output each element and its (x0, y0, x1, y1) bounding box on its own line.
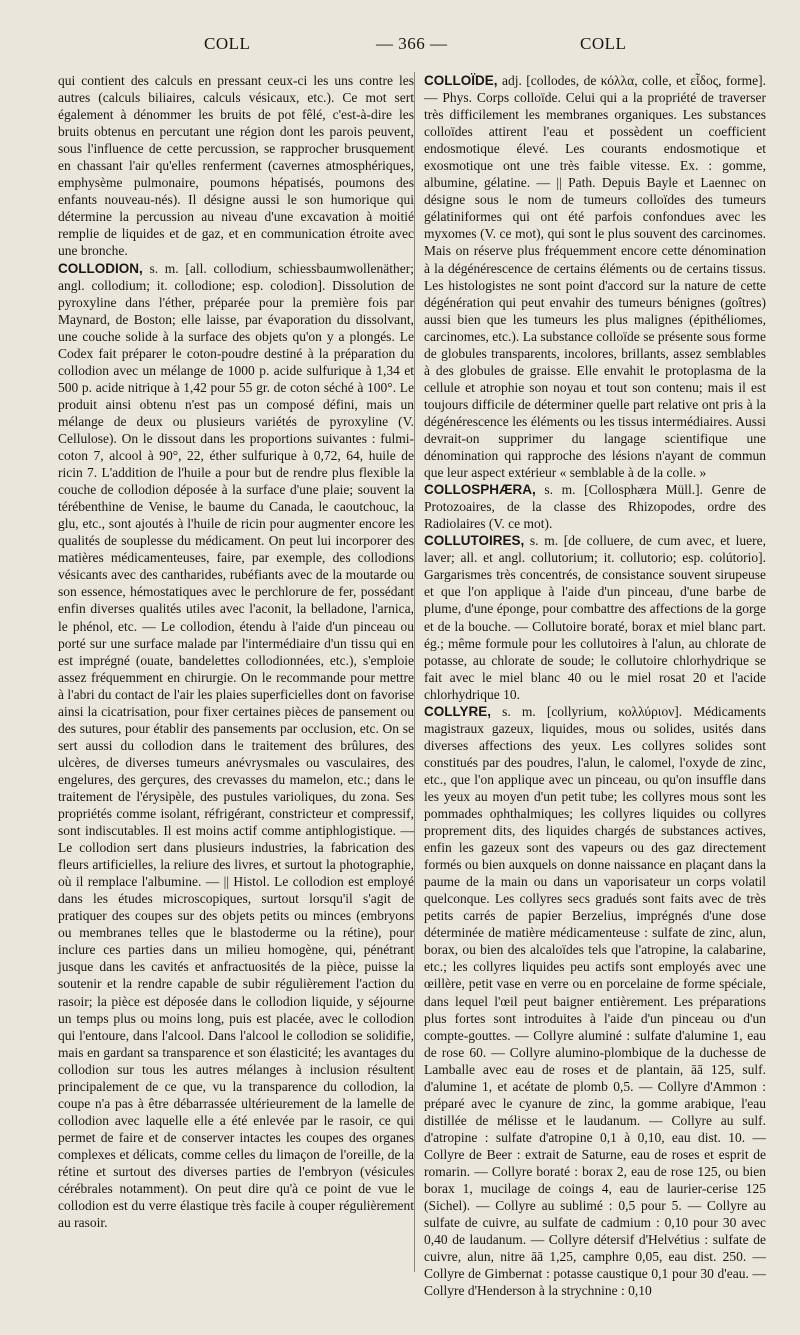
entry-text: s. m. [all. collodium, schiessbaumwollenäther; angl. collodium; it. collodione; esp. colodion]. Dissolution de pyroxyline dans l'éther, préparée pour la première fois par Maynard, de Boston; elle laisse, par évaporation du dissolvant, une couche solide à la surface des objets qu'on y a plongés. Le Codex fait préparer le coton-poudre destiné à la préparation du collodion avec un mélange de 1000 p. acide sulfurique à 1,34 et 500 p. acide nitrique à 1,42 pour 55 gr. de coton séché à 100°. Le produit ainsi obtenu n'est pas un composé défini, mais un mélange de deux ou plusieurs variétés de pyroxyline (V. Cellulose). On le dissout dans les proportions suivantes : fulmi-coton 7, alcool à 90°, 22, éther sulfurique à 0,72, 64, huile de ricin 7. L'addition de l'huile a pour but de rendre plus flexible la couche de collodion déposée à la surface d'une plaie; souvent la térébenthine de Venise, le baume du Canada, le caoutchouc, la glu, etc., sont ajoutés à l'huile de ricin pour augmenter encore les qualités de souplesse du médicament. On peut lui incorporer des matières médicamenteuses, faire, par exemple, des collodions vésicants avec des cantharides, rubéfiants avec de la moutarde ou son essence, hémostatiques avec le perchlorure de fer, possédant enfin diverses qualités utiles avec l'aconit, la belladone, l'arnica, le phénol, etc. — Le collodion, étendu à l'aide d'un pinceau ou porté sur une surface malade par l'intermédiaire d'un tissu qui en est imprégné (ouate, bandelettes collodionnées, etc.), s'emploie assez fréquemment en chirurgie. On le recommande pour mettre à l'abri du contact de l'air les plaies superficielles dont on favorise ainsi la cicatrisation, pour fixer certaines pièces de pansement ou des sutures, pour établir des pansements par occlusion, etc. On se sert aussi du collodion dans le traitement des brûlures, des ulcères, de diverses tumeurs anévrysmales ou vasculaires, des engelures, des gerçures, des crevasses du mamelon, etc.; dans le traitement de l'érysipèle, des pustules varioliques, du zona. Ses propriétés comme isolant, réfrigérant, constricteur et compressif, sont indiscutables. Il est moins actif comme antiphlogistique. — Le collodion sert dans plusieurs industries, la fabrication des fleurs artificielles, la reliure des livres, et surtout la photographie, où il remplace l'albumine. — || Histol. Le collodion est employé dans les études microscopiques, surtout lorsqu'il s'agit de pratiquer des coupes sur des objets petits ou minces (embryons ou membranes telles que le blastoderme ou la rétine), pour inclure ces parties dans un milieu homogène, qui, pénétrant jusque dans les cavités et anfractuosités de la pièce, puisse la soutenir et la rendre capable de subir régulièrement l'action du rasoir; la pièce est déposée dans le collodion liquide, y séjourne un temps plus ou moins long, puis est placée, avec le collodion qui l'entoure, dans l'alcool. Dans l'alcool le collodion se solidifie, mais en gardant sa transparence et son élasticité; les avantages du collodion sur tous les autres mélanges à inclusion résultent principalement de ce que, vu la transparence du collodion, la coupe n'a pas à être débarrassée ultérieurement de la lamelle de collodion avec laquelle elle a été enlevée par le rasoir, ce qui permet de faire et de conserver intactes les coupes des organes complexes et délicats, comme celles du limaçon de l'oreille, de la rétine et surtout des diverses parties de l'embryon (vésicules cérébrales notamment). On peut dire qu'à ce point de vue le collodion est du verre élastique très facile à couper régulièrement au rasoir. (58, 260, 414, 1231)
entry-text: adj. [collodes, de κόλλα, colle, et εἶδος, forme]. — Phys. Corps colloïde. Celui qui a la propriété de traverser très difficilement les membranes organiques. Les substances colloïdes attirent l'eau et possèdent un coefficient endosmotique élevé. Les courants endosmotique et exosmotique ont une très faible vitesse. Ex. : gomme, albumine, gélatine. — || Path. Depuis Bayle et Laennec on désigne sous le nom de tumeurs colloïdes des tumeurs gélatiniformes qui ont été parfois confondues avec les myxomes (V. ce mot), qui sont le plus souvent des carcinomes. Mais on réserve plus fréquemment encore cette dénomination à la dégénérescence de certains éléments ou de certains tissus. Les histologistes ne sont point d'accord sur la nature de cette dégénération qui peut envahir des tumeurs bénignes (goîtres) aussi bien que les tumeurs les plus malignes (épithéliomes, carcinomes, etc.). La substance colloïde se présente sous forme de globules transparents, incolores, brillants, assez semblables à des globules de graisse. Elle envahit le protoplasma de la cellule et atrophie son noyau et tout son contenu; mais il est toujours difficile de déterminer quelle part relative ont pris à la dégénérescence les éléments ou les tissus intermédiaires. Aussi devrait-on supprimer du langage scientifique une dénomination qui rapproche des lésions n'ayant de commun que leur aspect extérieur « semblable à de la colle. » (424, 73, 766, 481)
headword: COLLOÏDE, (424, 73, 498, 88)
continued-entry (58, 72, 414, 260)
entry-text: s. m. [de colluere, de cum avec, et luere, laver; all. et angl. collutorium; it. collutorio; esp. colútorio]. Gargarismes très concentrés, de consistance souvent sirupeuse et que l'on applique à l'aide d'un pinceau, d'une barbe de plume, d'une éponge, pour combattre des affections de la gorge et de la bouche. — Collutoire boraté, borax et miel blanc part. ég.; même formule pour les collutoires à l'alun, au chlorate de potasse, au chlorate de soude; le collutoire chlorhydrique se fait avec le miel blanc 40 ou le miel rosat 20 et l'acide chlorhydrique 10. (424, 533, 766, 702)
page-number: — 366 — (376, 34, 448, 53)
entry-text: qui contient des calculs en pressant ceux-ci les uns contre les autres (calculs biliaires, calculs vésicaux, etc.). Ce mot sert également à dénommer les bruits de pot fêlé, c'est-à-dire les bruits obtenus en percutant une région dont les parois peuvent, sous l'influence de cette percussion, se rapprocher brusquement en chassant l'air qu'elles renferment (cavernes atmosphériques, emphysème pulmonaire, poumons hépatisés, poumons des enfants nouveau-nés). Il désigne aussi le son humorique qui détermine la percussion au niveau d'une excavation à moitié remplie de liquides et de gaz, et en communication étroite avec une bronche. (58, 73, 414, 259)
header-left: COLL (204, 34, 251, 53)
entry-text: s. m. [collyrium, κολλύριον]. Médicaments magistraux gazeux, liquides, mous ou solides, usités dans diverses affections des yeux. Les collyres solides sont constitués par des poudres, l'alun, le calomel, l'oxyde de zinc, etc., que l'on applique avec un pinceau, ou qu'on insuffle dans les yeux au moyen d'un petit tube; les collyres mous sont les pommades ophthalmiques; les collyres liquides ou collyres proprement dits, des liquides chargés de substances actives, enfin les gazeux sont des vapeurs ou des gaz directement formés ou bien auxquels on donne naissance en plaçant dans la paume de la main ou dans un vaporisateur un corps volatil quelconque. Les collyres secs gradués sont faits avec de très petits carrés de papier Berzelius, imprégnés d'une dose déterminée de matière médicamenteuse : sulfate de zinc, alun, borax, ou bien des alcaloïdes tels que l'atropine, la calabarine, etc.; les collyres liquides peu actifs sont employés avec une œillère, petit vase en verre ou en porcelaine de forme spéciale, dans lequel l'œil peut baigner entièrement. Les préparations plus fortes sont introduites à l'aide d'un pinceau ou d'un compte-gouttes. — Collyre aluminé : sulfate d'alumine 1, eau de rose 60. — Collyre alumino-plombique de la duchesse de Lamballe avec eau de roses et de plantain, āā 125, sulf. d'alumine 1, et acétate de plomb 0,5. — Collyre d'Ammon : préparé avec le cyanure de zinc, la gomme arabique, l'eau distillée de mélisse et le laudanum. — Collyre au sulf. d'atropine : sulfate d'atropine 0,1 à 0,10, eau dist. 10. — Collyre de Beer : extrait de Saturne, eau de roses et esprit de romarin. — Collyre boraté : borax 2, eau de rose 125, ou bien borax 1, mucilage de coings 4, eau de laurier-cerise 125 (Sichel). — Collyre au sublimé : 0,5 pour 5. — Collyre au sulfate de cuivre, au sulfate de cadmium : 0,10 pour 30 avec 0,40 de laudanum. — Collyre détersif d'Helvétius : sulfate de cuivre, alun, nitre āā 1,25, camphre 0,05, eau dist. 250. — Collyre de Gimbernat : potasse caustique 0,1 pour 30 d'eau. — Collyre d'Henderson à la strychnine : 0,10 (424, 703, 766, 1299)
entry-collodion (58, 260, 414, 1232)
column-divider (414, 72, 415, 1272)
headword: COLLOSPHÆRA, (424, 482, 536, 498)
running-header (56, 34, 756, 60)
headword: COLLODION, (58, 260, 143, 276)
right-column (424, 72, 766, 1299)
headword: COLLYRE, (424, 703, 492, 719)
header-right: COLL (580, 34, 627, 53)
entry-collutoires (424, 532, 766, 702)
left-column (58, 72, 414, 1287)
entry-collyre (424, 703, 766, 1300)
entry-colloide (424, 72, 766, 481)
headword: COLLUTOIRES, (424, 533, 525, 549)
entry-text: s. m. [Collosphæra Müll.]. Genre de Protozoaires, de la classe des Rhizopodes, ordre des Radiolaires (V. ce mot). (424, 482, 766, 532)
entry-collosphaera (424, 481, 766, 532)
